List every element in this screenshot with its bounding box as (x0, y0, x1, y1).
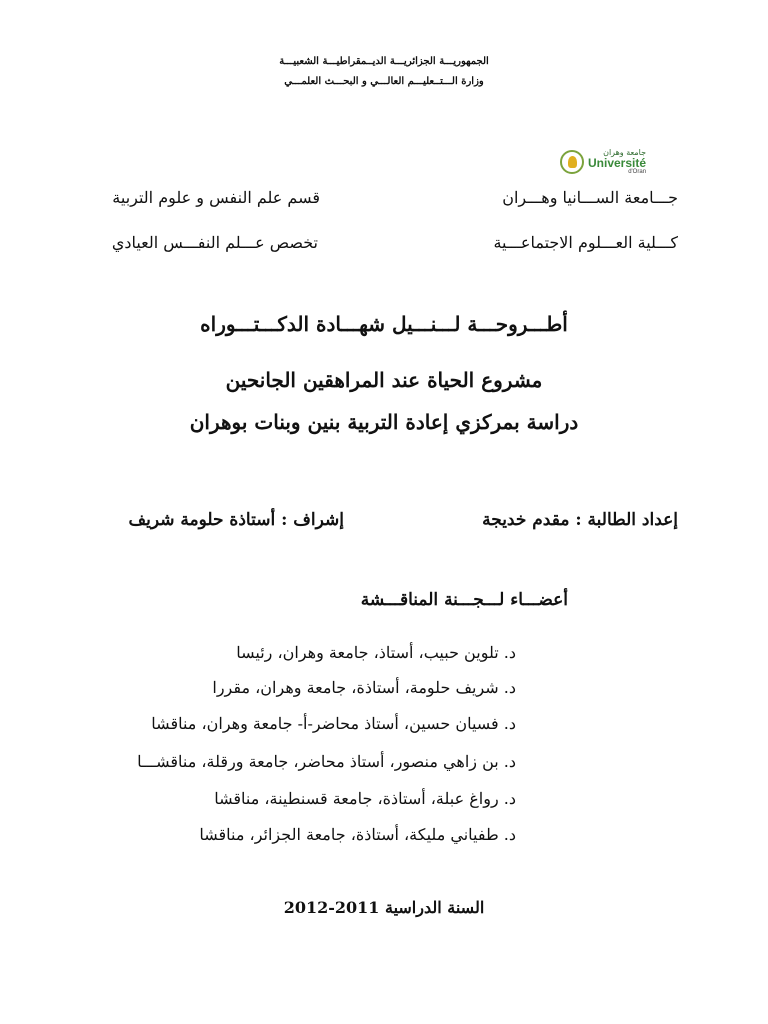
committee-member: د. تلوين حبيب، أستاذ، جامعة وهران، رئيسا (236, 643, 516, 662)
committee-title: أعضـــاء لـــجـــنة المناقـــشة (360, 590, 568, 610)
logo-arabic: جامعة وهران (603, 148, 647, 157)
committee-member: د. شريف حلومة، أستاذة، جامعة وهران، مقررا (212, 678, 516, 697)
university-emblem-icon (560, 150, 584, 174)
republic-header: الجمهوريـــة الجزائريـــة الديــمقراطيـــة الشعبيـــة (279, 56, 489, 67)
thesis-subject-line-1: مشروع الحياة عند المراهقين الجانحين (225, 368, 543, 392)
logo-text (588, 149, 646, 175)
faculty-name: كـــلية العـــلوم الاجتماعـــية (493, 233, 678, 252)
thesis-subject-line-2: دراسة بمركزي إعادة التربية بنين وبنات بوهران (189, 410, 579, 434)
supervised-by: إشراف : أستاذة حلومة شريف (128, 510, 344, 530)
thesis-title: أطـــروحـــة لـــنـــيل شهـــادة الدكـــتـــوراه (200, 312, 568, 336)
logo-city: d'Oran (628, 169, 647, 175)
department-name: قسم علم النفس و علوم التربية (112, 188, 320, 207)
committee-member: د. بن زاهي منصور، أستاذ محاضر، جامعة ورقلة، مناقشـــا (137, 752, 516, 771)
academic-year: السنة الدراسية 2011-2012 (283, 898, 485, 917)
university-logo (560, 141, 652, 183)
prepared-by: إعداد الطالبة : مقدم خديجة (482, 510, 678, 530)
specialization: تخصص عـــلم النفـــس العيادي (111, 233, 318, 252)
ministry-header: وزارة الـــتــعليـــم العالـــي و البحـــث العلمـــي (284, 76, 484, 87)
committee-member: د. طفياني مليكة، أستاذة، جامعة الجزائر، مناقشا (199, 825, 516, 844)
university-name: جـــامعة الســـانيا وهـــران (502, 188, 678, 207)
committee-member: د. فسيان حسين، أستاذ محاضر-أ- جامعة وهران، مناقشا (151, 714, 516, 733)
logo-french: Université (588, 156, 647, 170)
committee-member: د. رواغ عبلة، أستاذة، جامعة قسنطينة، مناقشا (214, 789, 516, 808)
